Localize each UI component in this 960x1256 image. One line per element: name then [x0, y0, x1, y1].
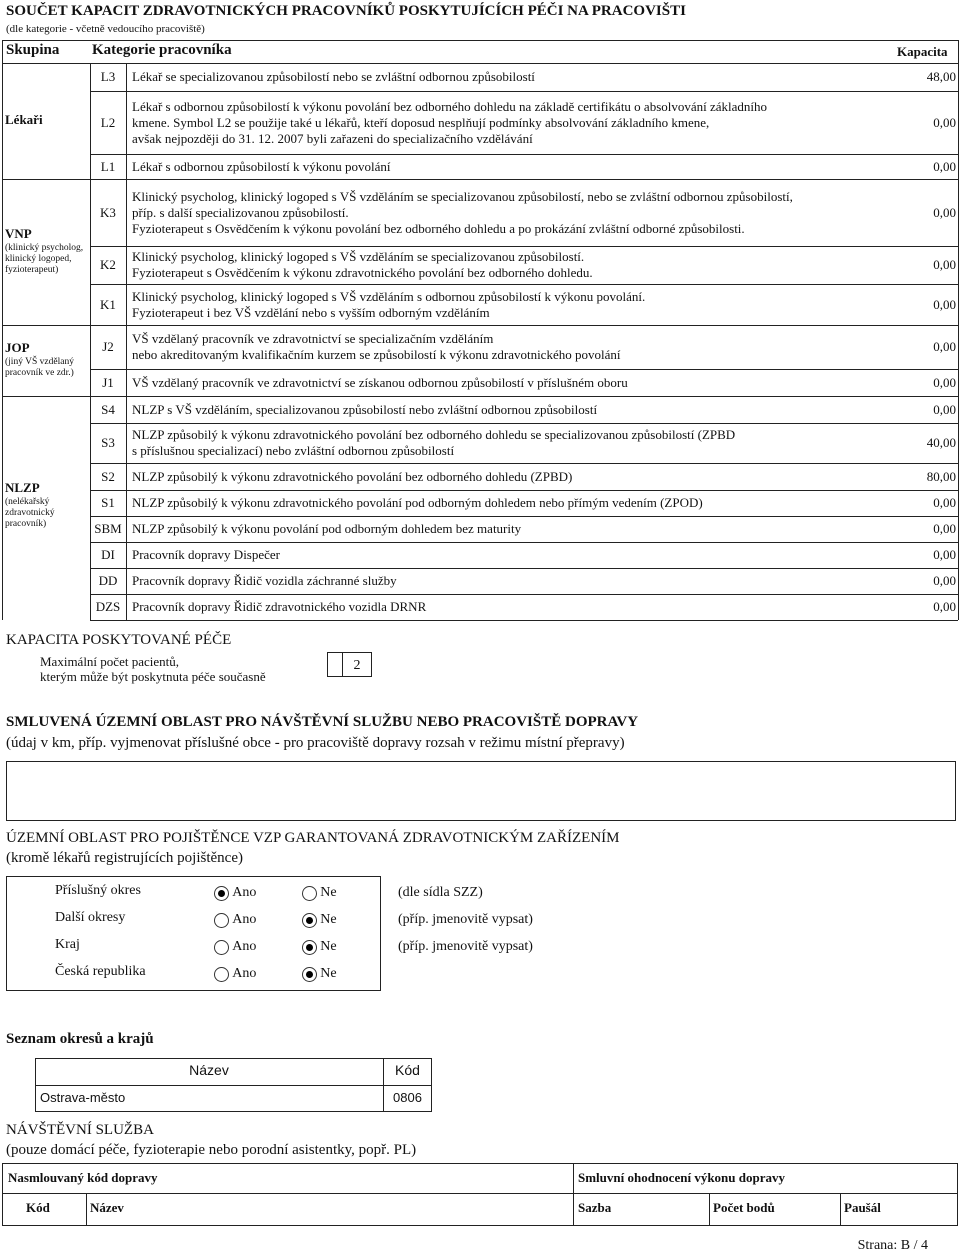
- category-description: Klinický psycholog, klinický logoped s VŠ vzděláním se specializovanou způsobilostí.: [132, 249, 585, 264]
- no-label: Ne: [320, 939, 337, 955]
- group-name: NLZP: [5, 480, 40, 495]
- territory-label: Česká republika: [55, 964, 146, 979]
- districts-col-code: Kód: [395, 1062, 420, 1078]
- capacity-value[interactable]: 0,00: [933, 521, 956, 536]
- group-name: VNP: [5, 226, 32, 241]
- territory-heading: ÚZEMNÍ OBLAST PRO POJIŠTĚNCE VZP GARANTOVANÁ ZDRAVOTNICKÝM ZAŘÍZENÍM: [6, 830, 620, 846]
- contract-area-heading: SMLUVENÁ ÚZEMNÍ OBLAST PRO NÁVŠTĚVNÍ SLUŽBU NEBO PRACOVIŠTĚ DOPRAVY: [6, 714, 639, 730]
- visit-col-flat: Paušál: [844, 1200, 881, 1215]
- category-description: NLZP způsobilý k výkonu zdravotnického povolání pod odborným dohledem nebo přímým vedením (ZPOD): [132, 495, 703, 510]
- district-code: 0806: [393, 1090, 422, 1105]
- category-description: Pracovník dopravy Řidič vozidla záchranné služby: [132, 573, 397, 588]
- territory-hint: (dle sídla SZZ): [398, 885, 483, 900]
- category-code: K1: [100, 296, 116, 312]
- visit-col-code: Kód: [26, 1200, 50, 1215]
- capacity-value[interactable]: 0,00: [933, 296, 956, 312]
- contract-area-input[interactable]: [6, 761, 956, 821]
- category-code: S2: [101, 468, 115, 484]
- category-code: DZS: [95, 599, 121, 614]
- capacity-value[interactable]: 40,00: [926, 435, 956, 450]
- visit-note: (pouze domácí péče, fyzioterapie nebo porodní asistentky, popř. PL): [6, 1142, 417, 1158]
- category-description: avšak nejpozději do 31. 12. 2007 byli zařazeni do specializačního vzdělávání: [132, 130, 533, 146]
- district-name: Ostrava-město: [40, 1090, 126, 1105]
- territory-hint: (příp. jmenovitě vypsat): [398, 939, 533, 954]
- capacity-input[interactable]: 2: [342, 652, 372, 677]
- territory-no-radio[interactable]: [302, 938, 337, 955]
- territory-hint: (příp. jmenovitě vypsat): [398, 912, 533, 927]
- category-description: nebo akreditovaným kvalifikačním kurzem se způsobilostí k výkonu zdravotnického povolání: [132, 347, 621, 362]
- territory-label: Další okresy: [55, 910, 126, 925]
- category-description: Fyzioterapeut s Osvědčením k výkonu zdravotnického povolání bez odborného dohledu.: [132, 265, 593, 280]
- territory-no-radio[interactable]: [302, 884, 337, 901]
- category-code: L3: [100, 69, 116, 84]
- category-code: L1: [100, 158, 116, 174]
- capacity-value[interactable]: 0,00: [933, 547, 956, 562]
- yes-label: Ano: [232, 966, 257, 982]
- category-description: Pracovník dopravy Dispečer: [132, 547, 281, 562]
- contract-area-note: (údaj v km, příp. vyjmenovat příslušné obce - pro pracoviště dopravy rozsah v režimu místní přepravy): [6, 735, 625, 751]
- category-description: Pracovník dopravy Řidič zdravotnického vozidla DRNR: [132, 599, 427, 614]
- territory-yes-radio[interactable]: [214, 965, 256, 982]
- category-description: Lékař s odbornou způsobilostí k výkonu povolání bez odborného dohledu na základě certifikátu o absolvování základního: [132, 98, 768, 114]
- category-description: s příslušnou specializací) nebo zvláštní odbornou způsobilostí: [132, 443, 455, 458]
- yes-label: Ano: [232, 885, 257, 901]
- territory-label: Příslušný okres: [55, 883, 141, 898]
- category-description: VŠ vzdělaný pracovník ve zdravotnictví se specializačním vzděláním: [132, 331, 494, 346]
- category-description: NLZP způsobilý k výkonu zdravotnického povolání bez odborného dohledu (ZPBD): [132, 468, 573, 484]
- col-header-category: Kategorie pracovníka: [92, 42, 232, 58]
- group-name: Lékaři: [5, 112, 43, 127]
- capacity-value[interactable]: 0,00: [933, 374, 956, 390]
- category-code: J1: [102, 374, 114, 390]
- capacity-value[interactable]: 0,00: [933, 158, 956, 174]
- radio-circle-icon: [214, 886, 229, 901]
- category-code: DD: [98, 573, 118, 588]
- category-code: K2: [100, 257, 116, 272]
- territory-label: Kraj: [55, 937, 80, 952]
- yes-label: Ano: [232, 939, 257, 955]
- visit-right-header: Smluvní ohodnocení výkonu dopravy: [578, 1170, 785, 1185]
- capacity-value[interactable]: 0,00: [933, 401, 956, 417]
- category-description: Fyzioterapeut i bez VŠ vzdělání nebo s vyšším odborným vzděláním: [132, 304, 490, 320]
- radio-circle-icon: [214, 940, 229, 955]
- capacity-value[interactable]: 0,00: [933, 599, 956, 614]
- capacity-value[interactable]: 0,00: [933, 495, 956, 510]
- category-description: Fyzioterapeut s Osvědčením k výkonu povolání bez odborného dohledu a po prokázání zvláštní odborné způsobilosti.: [132, 220, 745, 236]
- territory-no-radio[interactable]: [302, 911, 337, 928]
- category-description: kmene. Symbol L2 se použije také u lékařů, kteří doposud nesplňují podmínky absolvování základního kmene,: [132, 114, 710, 130]
- territory-yes-radio[interactable]: [214, 884, 256, 901]
- category-description: Lékař se specializovanou způsobilostí nebo se zvláštní odbornou způsobilostí: [132, 69, 535, 84]
- category-code: L2: [100, 114, 116, 130]
- capacity-value[interactable]: 0,00: [933, 114, 956, 130]
- capacity-value[interactable]: 0,00: [933, 257, 956, 272]
- radio-circle-icon: [302, 940, 317, 955]
- page-title: SOUČET KAPACIT ZDRAVOTNICKÝCH PRACOVNÍKŮ POSKYTUJÍCÍCH PÉČI NA PRACOVIŠTI: [6, 3, 686, 19]
- territory-note: (kromě lékařů registrujících pojištěnce): [6, 850, 243, 866]
- group-description: (nelékařský zdravotnický pracovník): [5, 497, 55, 529]
- category-code: K3: [100, 204, 116, 220]
- territory-yes-radio[interactable]: [214, 911, 256, 928]
- capacity-label-1: Maximální počet pacientů,: [40, 654, 179, 669]
- col-header-group: Skupina: [6, 42, 60, 58]
- radio-circle-icon: [214, 967, 229, 982]
- category-description: NLZP způsobilý k výkonu povolání pod odborným dohledem bez maturity: [132, 521, 522, 536]
- category-description: NLZP způsobilý k výkonu zdravotnického povolání bez odborného dohledu se specializovanou způsobilostí (ZPBD: [132, 427, 736, 442]
- radio-circle-icon: [214, 913, 229, 928]
- page-subtitle: (dle kategorie - včetně vedoucího pracoviště): [6, 23, 205, 35]
- category-description: Klinický psycholog, klinický logoped s VŠ vzděláním se specializovanou způsobilostí, nebo se zvláštní odbornou způsobilostí,: [132, 188, 793, 204]
- territory-no-radio[interactable]: [302, 965, 337, 982]
- capacity-value[interactable]: 80,00: [926, 468, 956, 484]
- group-description: (klinický psycholog, klinický logoped, fyzioterapeut): [5, 243, 84, 275]
- category-code: S4: [101, 401, 115, 417]
- visit-left-header: Nasmlouvaný kód dopravy: [8, 1170, 158, 1185]
- category-code: S3: [101, 435, 115, 450]
- radio-circle-icon: [302, 886, 317, 901]
- visit-heading: NÁVŠTĚVNÍ SLUŽBA: [6, 1122, 154, 1138]
- no-label: Ne: [320, 966, 337, 982]
- radio-circle-icon: [302, 967, 317, 982]
- radio-circle-icon: [302, 913, 317, 928]
- category-code: SBM: [94, 521, 122, 536]
- category-code: DI: [101, 547, 115, 562]
- visit-col-rate: Sazba: [578, 1200, 612, 1215]
- capacity-digit-box-1[interactable]: [327, 652, 343, 677]
- col-header-capacity: Kapacita: [897, 44, 948, 59]
- capacity-value[interactable]: 0,00: [933, 204, 956, 220]
- group-description: (jiný VŠ vzdělaný pracovník ve zdr.): [5, 357, 74, 378]
- category-description: příp. s další specializovanou způsobilostí.: [132, 204, 349, 220]
- visit-col-points: Počet bodů: [713, 1200, 775, 1215]
- category-description: NLZP s VŠ vzděláním, specializovanou způsobilostí nebo zvláštní odbornou způsobilostí: [132, 401, 598, 417]
- capacity-value[interactable]: 48,00: [926, 69, 956, 84]
- districts-heading: Seznam okresů a krajů: [6, 1031, 154, 1047]
- category-description: VŠ vzdělaný pracovník ve zdravotnictví se získanou odbornou způsobilostí v příslušném oboru: [132, 374, 628, 390]
- capacity-heading: KAPACITA POSKYTOVANÉ PÉČE: [6, 632, 232, 648]
- territory-yes-radio[interactable]: [214, 938, 256, 955]
- page-number: Strana: B / 4: [857, 1238, 928, 1253]
- group-name: JOP: [5, 340, 30, 355]
- capacity-value[interactable]: 0,00: [933, 339, 956, 354]
- no-label: Ne: [320, 912, 337, 928]
- capacity-label-2: kterým může být poskytnuta péče současně: [40, 669, 266, 684]
- no-label: Ne: [320, 885, 337, 901]
- visit-col-name: Název: [90, 1200, 124, 1215]
- districts-col-name: Název: [189, 1062, 229, 1078]
- category-code: S1: [101, 495, 115, 510]
- capacity-value[interactable]: 0,00: [933, 573, 956, 588]
- category-description: Klinický psycholog, klinický logoped s VŠ vzděláním s odbornou způsobilostí k výkonu povolání.: [132, 288, 646, 304]
- yes-label: Ano: [232, 912, 257, 928]
- category-description: Lékař s odbornou způsobilostí k výkonu povolání: [132, 158, 391, 174]
- category-code: J2: [102, 339, 114, 354]
